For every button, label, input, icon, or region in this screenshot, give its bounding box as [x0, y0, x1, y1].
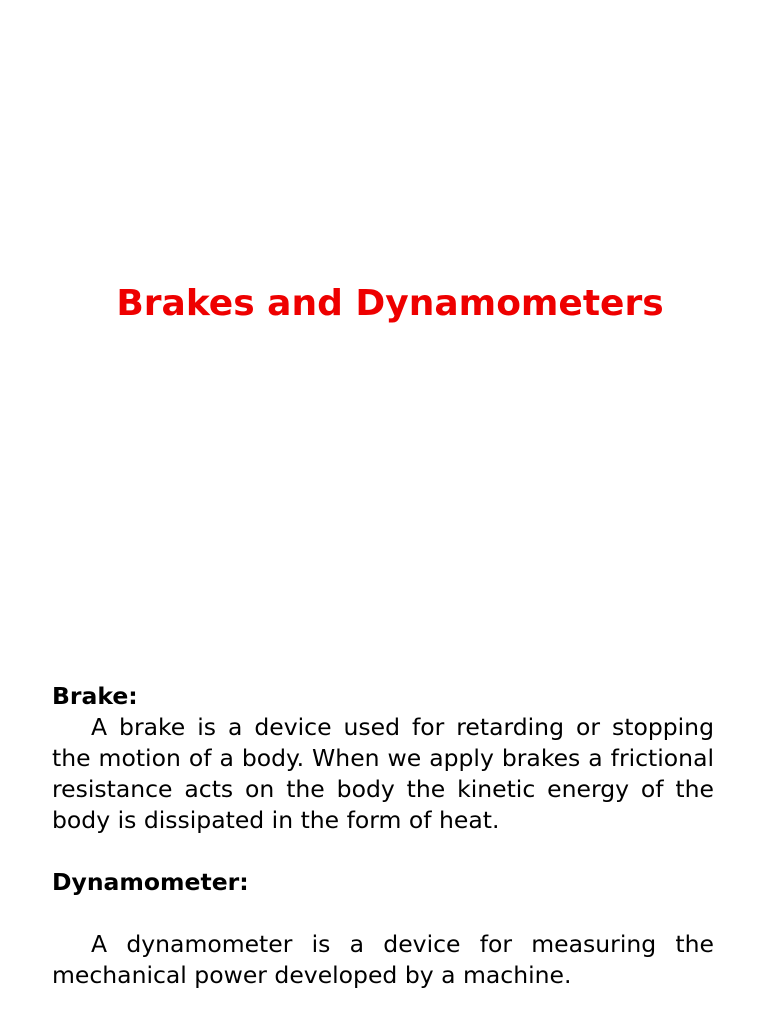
- dynamometer-definition: A dynamometer is a device for measuring the mechanical power developed by a machine.: [52, 930, 714, 989]
- dynamometer-heading: Dynamometer:: [52, 868, 249, 896]
- page-title: Brakes and Dynamometers: [116, 283, 664, 324]
- brake-heading: Brake:: [52, 682, 138, 710]
- document-body: [52, 681, 714, 991]
- heading-spacer: [52, 898, 714, 929]
- section-spacer: [52, 836, 714, 867]
- brake-definition: A brake is a device used for retarding or stopping the motion of a body. When we apply brakes a frictional resistance acts on the body the kinetic energy of the body is dissipated in the form of heat.: [52, 713, 714, 834]
